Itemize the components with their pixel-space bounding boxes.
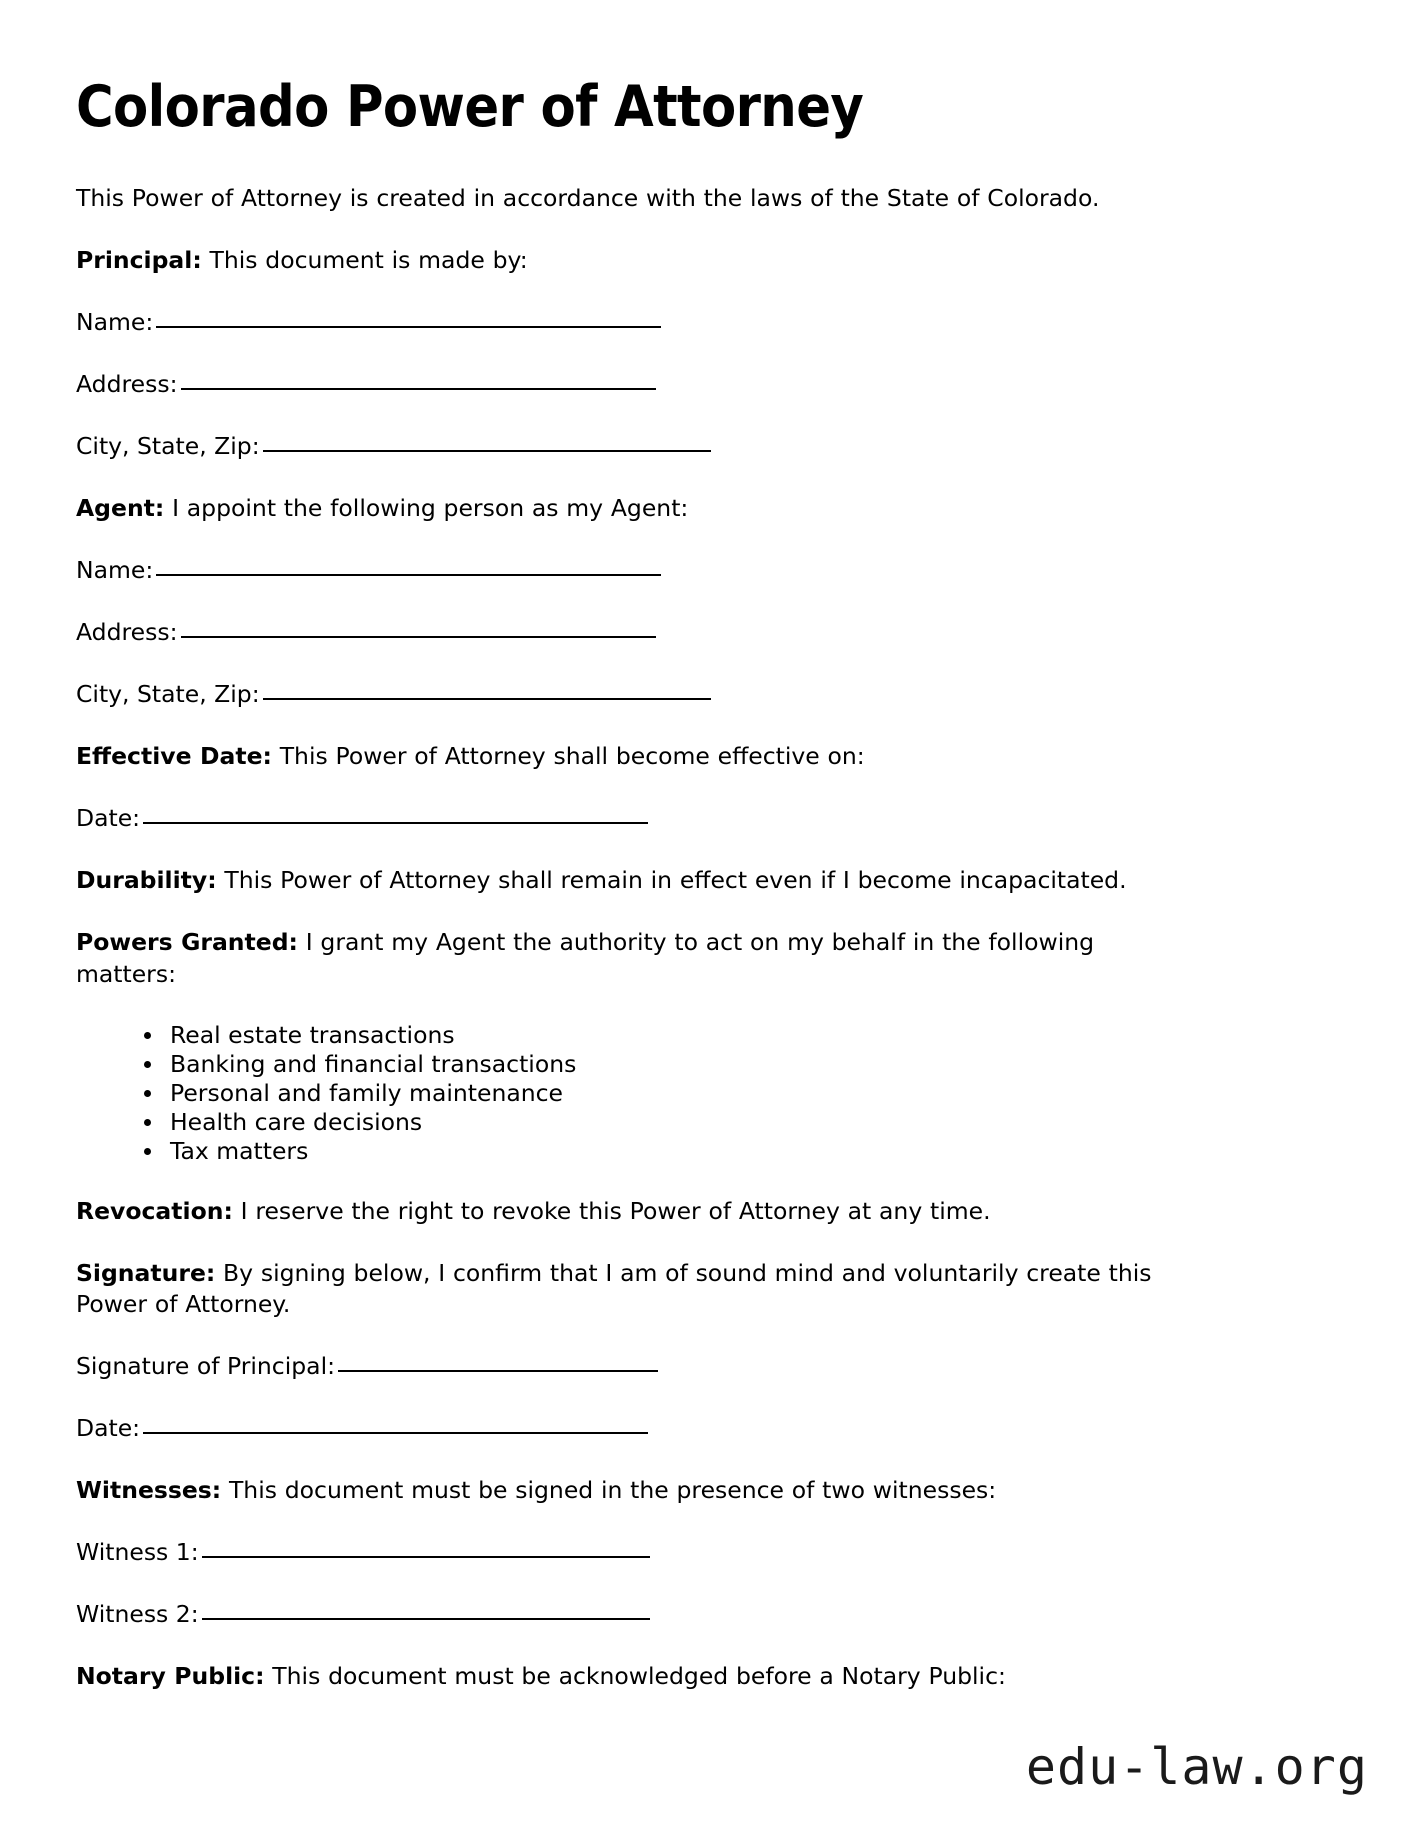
agent-heading	[76, 493, 1154, 525]
witnesses-heading	[76, 1475, 1154, 1507]
principal-address-blank[interactable]	[181, 371, 656, 390]
durability-label: Durability:	[76, 865, 217, 894]
signature-date-blank[interactable]	[143, 1415, 648, 1434]
principal-address-field	[76, 369, 1154, 401]
durability-text: This Power of Attorney shall remain in effect even if I become incapacitated.	[216, 865, 1127, 894]
powers-list	[76, 1021, 1154, 1166]
principal-text: This document is made by:	[201, 246, 528, 275]
witness-2-field	[76, 1599, 1154, 1631]
witness-2-blank[interactable]	[202, 1601, 650, 1620]
witness-1-label: Witness 1:	[76, 1538, 199, 1567]
agent-city-state-zip-field	[76, 679, 1154, 711]
notary-public-text: This document must be acknowledged before a Notary Public:	[264, 1662, 1006, 1691]
intro-text: This Power of Attorney is created in accordance with the laws of the State of Colorado.	[76, 184, 1100, 213]
document-content	[76, 74, 1154, 1723]
signature-of-principal-field	[76, 1351, 1154, 1383]
principal-name-field	[76, 307, 1154, 339]
principal-city-state-zip-label: City, State, Zip:	[76, 432, 260, 461]
signature-text: By signing below, I confirm that I am of sound mind and voluntarily create this Power of Attorney.	[76, 1258, 1152, 1319]
list-item: Personal and family maintenance	[144, 1079, 1154, 1107]
agent-address-label: Address:	[76, 617, 178, 646]
principal-name-blank[interactable]	[156, 309, 661, 328]
witness-1-field	[76, 1537, 1154, 1569]
powers-granted-paragraph	[76, 927, 1154, 991]
effective-date-heading	[76, 741, 1154, 773]
site-watermark: edu-law.org	[1025, 1738, 1368, 1796]
agent-address-blank[interactable]	[181, 619, 656, 638]
witnesses-label: Witnesses:	[76, 1476, 222, 1505]
durability-paragraph	[76, 865, 1154, 897]
notary-public-label: Notary Public:	[76, 1662, 265, 1691]
agent-city-state-zip-blank[interactable]	[263, 681, 711, 700]
signature-date-label: Date:	[76, 1414, 141, 1443]
page-title: Colorado Power of Attorney	[76, 74, 864, 140]
notary-public-paragraph	[76, 1661, 1154, 1693]
principal-name-label: Name:	[76, 308, 154, 337]
witnesses-text: This document must be signed in the presence of two witnesses:	[221, 1476, 997, 1505]
witness-1-blank[interactable]	[202, 1539, 650, 1558]
list-item: Tax matters	[144, 1137, 1154, 1165]
agent-city-state-zip-label: City, State, Zip:	[76, 679, 260, 708]
principal-city-state-zip-blank[interactable]	[263, 433, 711, 452]
agent-label: Agent:	[76, 494, 165, 523]
principal-city-state-zip-field	[76, 431, 1154, 463]
agent-name-blank[interactable]	[156, 557, 661, 576]
list-item: Banking and financial transactions	[144, 1050, 1154, 1078]
list-item: Health care decisions	[144, 1108, 1154, 1136]
signature-label: Signature:	[76, 1258, 216, 1287]
list-item: Real estate transactions	[144, 1021, 1154, 1049]
revocation-text: I reserve the right to revoke this Power of Attorney at any time.	[232, 1196, 991, 1225]
revocation-label: Revocation:	[76, 1196, 233, 1225]
principal-label: Principal:	[76, 246, 202, 275]
effective-date-blank[interactable]	[143, 805, 648, 824]
signature-date-field	[76, 1413, 1154, 1445]
effective-date-label: Effective Date:	[76, 741, 272, 770]
signature-of-principal-label: Signature of Principal:	[76, 1352, 336, 1381]
effective-date-text: This Power of Attorney shall become effective on:	[271, 741, 865, 770]
signature-paragraph	[76, 1258, 1154, 1322]
agent-address-field	[76, 617, 1154, 649]
powers-granted-text: I grant my Agent the authority to act on my behalf in the following matters:	[76, 927, 1095, 988]
principal-address-label: Address:	[76, 370, 178, 399]
agent-text: I appoint the following person as my Agent:	[164, 494, 689, 523]
principal-heading	[76, 245, 1154, 277]
signature-of-principal-blank[interactable]	[338, 1353, 658, 1372]
witness-2-label: Witness 2:	[76, 1600, 199, 1629]
effective-date-date-label: Date:	[76, 803, 141, 832]
agent-name-field	[76, 555, 1154, 587]
powers-granted-label: Powers Granted:	[76, 927, 298, 956]
intro-paragraph	[76, 183, 1154, 215]
revocation-paragraph	[76, 1196, 1154, 1228]
agent-name-label: Name:	[76, 555, 154, 584]
effective-date-field	[76, 803, 1154, 835]
